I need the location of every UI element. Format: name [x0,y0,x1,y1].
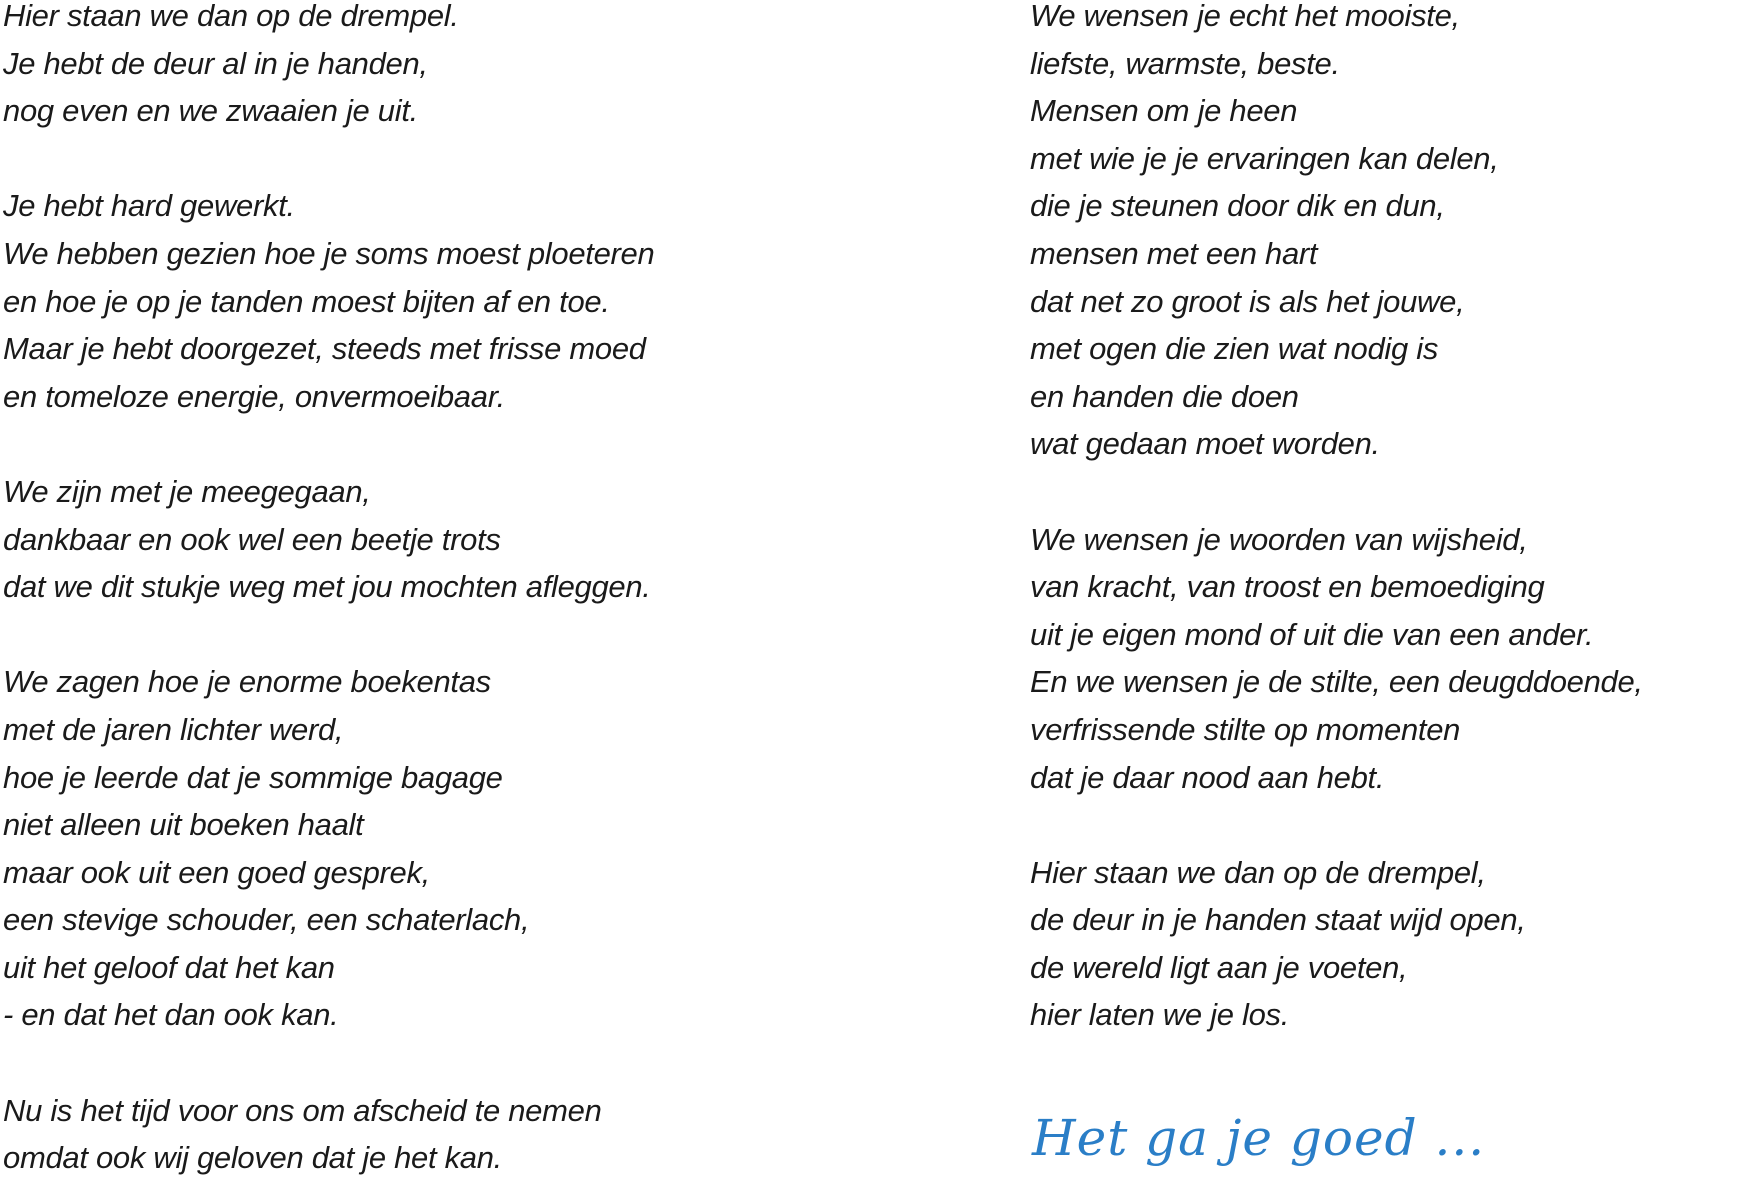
poem-line: uit je eigen mond of uit die van een ander. [1030,616,1594,652]
poem-line: nog even en we zwaaien je uit. [3,93,418,129]
poem-line: Hier staan we dan op de drempel. [3,0,459,33]
poem-line: hier laten we je los. [1030,997,1290,1033]
poem-line: mensen met een hart [1030,235,1318,271]
poem-line: Hier staan we dan op de drempel, [1030,854,1486,890]
poem-line: met de jaren lichter werd, [3,711,344,747]
poem-line: dat net zo groot is als het jouwe, [1030,283,1465,319]
poem-line: dat we dit stukje weg met jou mochten afleggen. [3,569,651,605]
poem-line: dat je daar nood aan hebt. [1030,759,1385,795]
poem-stanza [1030,516,1750,802]
poem-line: en handen die doen [1030,378,1299,414]
poem-stanza [3,468,993,611]
poem-stanza [1030,849,1750,1039]
poem-line: Maar je hebt doorgezet, steeds met frisse moed [3,331,646,367]
poem-line: en tomeloze energie, onvermoeibaar. [3,378,505,414]
poem-line: Je hebt de deur al in je handen, [3,45,428,81]
poem-line: We hebben gezien hoe je soms moest ploeteren [3,235,655,271]
poem-line: omdat ook wij geloven dat je het kan. [3,1140,502,1176]
poem-line: wat gedaan moet worden. [1030,426,1380,462]
poem-line: die je steunen door dik en dun, [1030,188,1445,224]
poem-stanza [3,658,993,1039]
poem-line: een stevige schouder, een schaterlach, [3,902,530,938]
poem-line: hoe je leerde dat je sommige bagage [3,759,503,795]
poem-line: - en dat het dan ook kan. [3,997,339,1033]
poem-line: We zijn met je meegegaan, [3,473,371,509]
poem-line: We wensen je echt het mooiste, [1030,0,1460,33]
poem-line: liefste, warmste, beste. [1030,45,1340,81]
poem-line: de wereld ligt aan je voeten, [1030,949,1408,985]
poem-line: uit het geloof dat het kan [3,949,335,985]
poem-stanza [1030,0,1750,468]
poem-line: met wie je je ervaringen kan delen, [1030,140,1499,176]
poem-stanza [3,182,993,420]
poem-line: van kracht, van troost en bemoediging [1030,569,1545,605]
poem-line: We zagen hoe je enorme boekentas [3,664,491,700]
poem-line: Je hebt hard gewerkt. [3,188,295,224]
poem-line: dankbaar en ook wel een beetje trots [3,521,501,557]
poem-stanza [3,0,993,135]
poem-line: Nu is het tijd voor ons om afscheid te nemen [3,1092,602,1128]
closing-greeting: Het ga je goed ... [1032,1109,1486,1167]
poem-stanza [3,1087,993,1182]
poem-line: verfrissende stilte op momenten [1030,711,1461,747]
poem-line: en hoe je op je tanden moest bijten af en toe. [3,283,610,319]
poem-right-column [1030,0,1750,1039]
poem-line: Mensen om je heen [1030,93,1298,129]
poem-line: We wensen je woorden van wijsheid, [1030,521,1528,557]
poem-line: de deur in je handen staat wijd open, [1030,902,1526,938]
poem-line: maar ook uit een goed gesprek, [3,854,430,890]
poem-left-column [3,0,993,1182]
poem-line: niet alleen uit boeken haalt [3,807,364,843]
poem-line: En we wensen je de stilte, een deugddoende, [1030,664,1643,700]
poem-line: met ogen die zien wat nodig is [1030,331,1439,367]
